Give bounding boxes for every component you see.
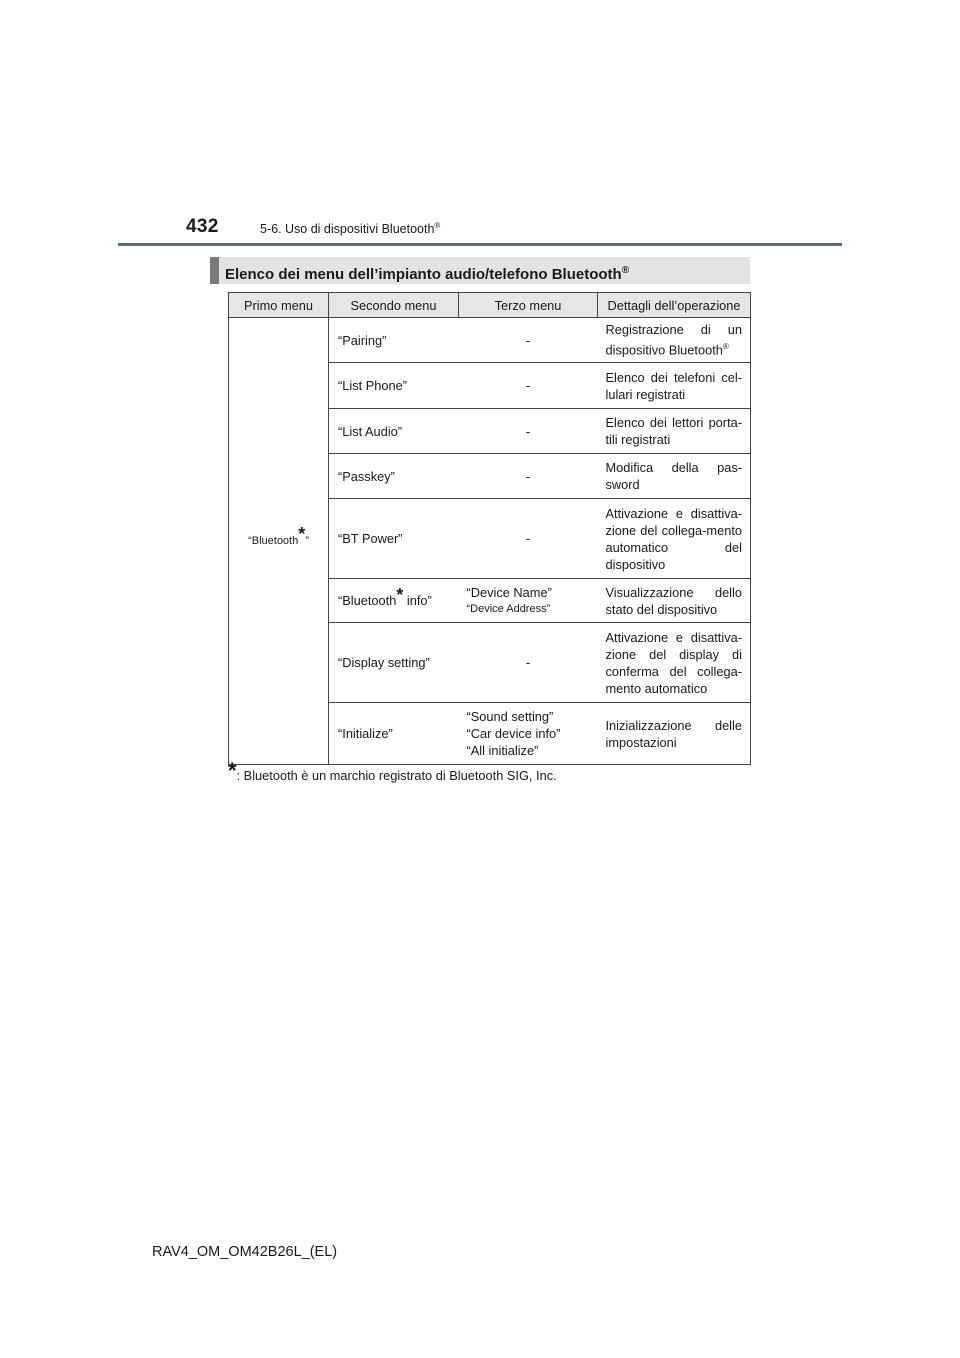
page-number: 432 xyxy=(186,216,219,237)
details-cell xyxy=(598,318,751,363)
second-menu-cell: “Display setting” xyxy=(329,623,459,703)
third-menu-line: “All initialize” xyxy=(466,743,539,758)
footnote-star: * xyxy=(298,523,306,544)
registered-mark: ® xyxy=(722,342,729,352)
second-menu-cell: “List Phone” xyxy=(329,363,459,409)
first-menu-text: “Bluetooth xyxy=(248,534,299,547)
third-menu-line: “Device Name” xyxy=(466,584,552,600)
column-header: Primo menu xyxy=(229,293,329,318)
footnote xyxy=(228,758,557,783)
table-heading-text: Elenco dei menu dell’impianto audio/telefono Bluetooth xyxy=(225,266,622,283)
column-header: Secondo menu xyxy=(329,293,459,318)
details-cell: Elenco dei telefoni cel-lulari registrati xyxy=(598,363,751,409)
details-cell: Attivazione e disattiva-zione del display di conferma del collega-mento automatico xyxy=(598,623,751,703)
third-menu-cell xyxy=(459,579,598,623)
second-menu-cell: “Passkey” xyxy=(329,454,459,499)
third-menu-cell: - xyxy=(459,318,598,363)
details-text: Registrazione di un dispositivo Bluetooth xyxy=(605,322,742,358)
footnote-text: : Bluetooth è un marchio registrato di Bluetooth SIG, Inc. xyxy=(236,768,557,783)
third-menu-cell: - xyxy=(459,454,598,499)
registered-mark: ® xyxy=(434,221,441,230)
details-cell: Elenco dei lettori porta-tili registrati xyxy=(598,409,751,454)
table-header-row xyxy=(229,293,751,318)
footnote-star: * xyxy=(396,585,404,605)
registered-mark: ® xyxy=(621,265,630,276)
header-rule xyxy=(118,243,842,246)
second-menu-text: “Bluetooth xyxy=(338,593,397,608)
third-menu-line: “Sound setting” xyxy=(466,709,554,724)
second-menu-cell: “List Audio” xyxy=(329,409,459,454)
second-menu-suffix: info” xyxy=(403,593,432,608)
third-menu-cell: - xyxy=(459,499,598,579)
table-heading xyxy=(210,257,750,284)
column-header: Terzo menu xyxy=(459,293,598,318)
second-menu-cell: “Pairing” xyxy=(329,318,459,363)
details-cell: Visualizzazione dello stato del dispositivo xyxy=(598,579,751,623)
first-menu-suffix: ” xyxy=(305,534,309,547)
third-menu-line: “Device Address” xyxy=(466,602,551,615)
first-menu-cell xyxy=(229,318,329,765)
third-menu-line: “Car device info” xyxy=(466,726,561,741)
table-row xyxy=(229,318,751,363)
footnote-star: * xyxy=(228,758,237,783)
third-menu-cell: - xyxy=(459,409,598,454)
third-menu-cell: - xyxy=(459,363,598,409)
second-menu-cell xyxy=(329,579,459,623)
details-cell: Inizializzazione delle impostazioni xyxy=(598,703,751,765)
column-header: Dettagli dell’operazione xyxy=(598,293,751,318)
details-cell: Attivazione e disattiva-zione del collega-mento automatico del dispositivo xyxy=(598,499,751,579)
second-menu-cell: “BT Power” xyxy=(329,499,459,579)
bluetooth-menu-table xyxy=(228,292,751,765)
third-menu-cell xyxy=(459,703,598,765)
section-title xyxy=(260,221,440,236)
section-title-text: 5-6. Uso di dispositivi Bluetooth xyxy=(260,222,435,237)
third-menu-cell: - xyxy=(459,623,598,703)
document-code: RAV4_OM_OM42B26L_(EL) xyxy=(152,1244,338,1260)
second-menu-cell: “Initialize” xyxy=(329,703,459,765)
details-cell: Modifica della pas-sword xyxy=(598,454,751,499)
